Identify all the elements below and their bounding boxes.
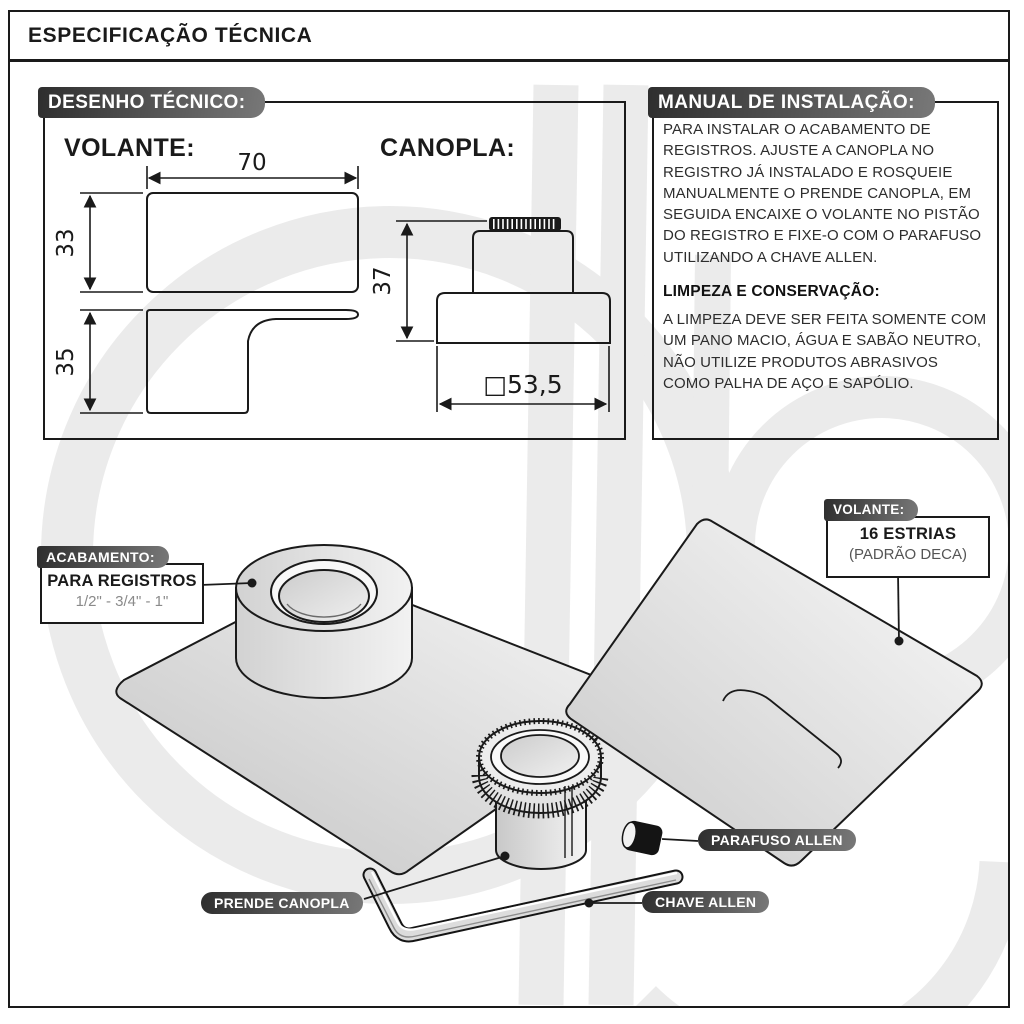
volante-tag: VOLANTE: [824,499,918,521]
title-divider [8,59,1010,62]
care-paragraph: A LIMPEZA DEVE SER FEITA SOMENTE COM UM PANO MACIO, ÁGUA E SABÃO NEUTRO, NÃO UTILIZE PRODUTOS ABRASIVOS COMO PALHA DE AÇO E SAPÓLIO. [663,311,987,392]
install-paragraph: PARA INSTALAR O ACABAMENTO DE REGISTROS. AJUSTE A CANOPLA NO REGISTRO JÁ INSTALADO E ROSQUEIE MANUALMENTE O PRENDE CANOPLA, EM SEGUIDA ENCAIXE O VOLANTE NO PISTÃO DO REGISTRO E FIXE-O COM O PARAFUSO UTILIZANDO A CHAVE ALLEN. [663,121,982,266]
volante-line1: 16 ESTRIAS [859,525,957,543]
acabamento-callout [40,563,204,624]
dim-canopla-width: □53,5 [483,370,563,399]
parafuso-allen-label: PARAFUSO ALLEN [698,829,856,851]
canopla-drawing-heading: CANOPLA: [380,134,516,162]
dim-volante-side-height: 35 [53,347,79,377]
prende-canopla-drawing [479,721,601,869]
volante-line2: (PADRÃO DECA) [848,546,968,563]
installation-manual-header: MANUAL DE INSTALAÇÃO: [648,87,935,118]
acabamento-line1: PARA REGISTROS [47,572,197,590]
dim-volante-body-height: 33 [53,228,79,258]
volante-drawing-heading: VOLANTE: [64,134,195,162]
chave-allen-label: CHAVE ALLEN [642,891,769,913]
page-title: ESPECIFICAÇÃO TÉCNICA [28,24,313,47]
dim-canopla-height: 37 [370,266,396,296]
acabamento-tag: ACABAMENTO: [37,546,169,568]
volante-callout [826,516,990,578]
care-heading: LIMPEZA E CONSERVAÇÃO: [663,283,880,301]
acabamento-line2: 1/2" - 3/4" - 1" [75,593,169,610]
technical-drawing-header: DESENHO TÉCNICO: [38,87,265,118]
installation-instructions [663,119,987,394]
prende-canopla-label: PRENDE CANOPLA [201,892,363,914]
dim-volante-width: 70 [237,150,267,176]
